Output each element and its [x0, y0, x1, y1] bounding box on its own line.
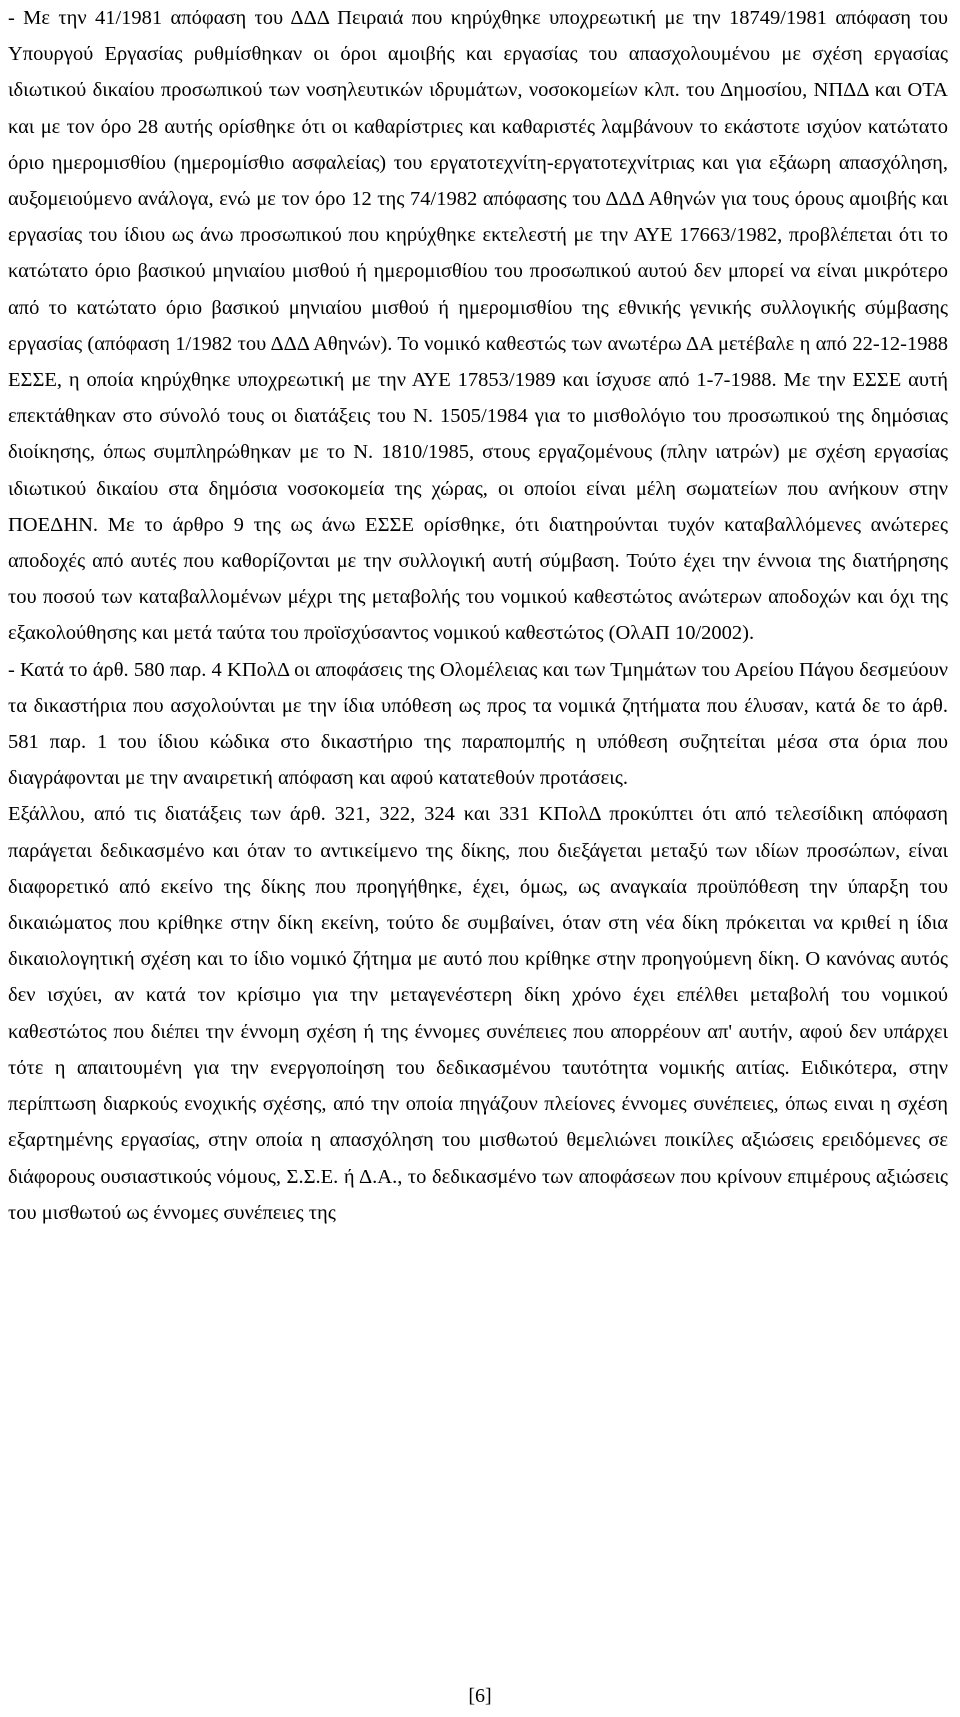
paragraph-3: Εξάλλου, από τις διατάξεις των άρθ. 321, 322, 324 και 331 ΚΠολΔ προκύπτει ότι από τελεσίδικη απόφαση παράγεται δεδικασμένο και όταν το αντικείμενο της δίκης, που διεξάγεται μεταξύ των ιδίων προσώπων, είναι διαφορετικό από εκείνο της δίκης που προηγήθηκε, έχει, όμως, ως αναγκαία προϋπόθεση την ύπαρξη του δικαιώματος που κρίθηκε στην δίκη εκείνη, τούτο δε συμβαίνει, όταν στη νέα δίκη πρόκειται να κριθεί η ίδια δικαιολογητική σχέση και το ίδιο νομικό ζήτημα με αυτό που κρίθηκε στην προηγούμενη δίκη. Ο κανόνας αυτός δεν ισχύει, αν κατά τον κρίσιμο για την μεταγενέστερη δίκη χρόνο έχει επέλθει μεταβολή του νομικού καθεστώτος που διέπει την έννομη σχέση ή της έννομες συνέπειες που απορρέουν απ' αυτήν, αφού δεν υπάρχει τότε η απαιτουμένη για την ενεργοποίηση του δεδικασμένου ταυτότητα νομικής αιτίας. Ειδικότερα, στην περίπτωση διαρκούς ενοχικής σχέσης, από την οποία πηγάζουν πλείονες έννομες συνέπειες, όπως ειναι η σχέση εξαρτημένης εργασίας, στην οποία η απασχόληση του μισθωτού θεμελιώνει ποικίλες αξιώσεις ερειδόμενες σε διάφορους ουσιαστικούς νόμους, Σ.Σ.Ε. ή Δ.Α., το δεδικασμένο των αποφάσεων που κρίνουν επιμέρους αξιώσεις του μισθωτού ως έννομες συνέπειες της: [8, 803, 948, 1224]
document-body: [8, 0, 948, 1231]
paragraph-2: - Κατά το άρθ. 580 παρ. 4 ΚΠολΔ οι αποφάσεις της Ολομέλειας και των Τμημάτων του Αρείου Πάγου δεσμεύουν τα δικαστήρια που ασχολούνται με την ίδια υπόθεση ως προς τα νομικά ζητήματα που έλυσαν, κατά δε το άρθ. 581 παρ. 1 του ίδιου κώδικα στο δικαστήριο της παραπομπής η υπόθεση συζητείται μέσα στα όρια που διαγράφονται με την αναιρετική απόφαση και αφού κατατεθούν προτάσεις.: [8, 658, 948, 790]
page-number: [6]: [468, 1685, 492, 1707]
paragraph-1: - Με την 41/1981 απόφαση του ΔΔΔ Πειραιά που κηρύχθηκε υποχρεωτική με την 18749/1981 απόφαση του Υπουργού Εργασίας ρυθμίσθηκαν οι όροι αμοιβής και εργασίας του απασχολουμένου με σχέση εργασίας ιδιωτικού δικαίου προσωπικού των νοσηλευτικών ιδρυμάτων, νοσοκομείων κλπ. του Δημοσίου, ΝΠΔΔ και ΟΤΑ και με τον όρο 28 αυτής ορίσθηκε ότι οι καθαρίστριες και καθαριστές λαμβάνουν το εκάστοτε ισχύον κατώτατο όριο ημερομισθίου (ημερομίσθιο ασφαλείας) του εργατοτεχνίτη-εργατοτεχνίτριας και για εξάωρη απασχόληση, αυξομειούμενο ανάλογα, ενώ με τον όρο 12 της 74/1982 απόφασης του ΔΔΔ Αθηνών για τους όρους αμοιβής και εργασίας του ίδιου ως άνω προσωπικού που κηρύχθηκε εκτελεστή με την ΑΥΕ 17663/1982, προβλέπεται ότι το κατώτατο όριο βασικού μηνιαίου μισθού ή ημερομισθίου του προσωπικού αυτού δεν μπορεί να είναι μικρότερο από το κατώτατο όριο βασικού μηνιαίου μισθού ή ημερομισθίου της εθνικής γενικής συλλογικής σύμβασης εργασίας (απόφαση 1/1982 του ΔΔΔ Αθηνών). Το νομικό καθεστώς των ανωτέρω ΔΑ μετέβαλε η από 22-12-1988 ΕΣΣΕ, η οποία κηρύχθηκε υποχρεωτική με την ΑΥΕ 17853/1989 και ίσχυσε από 1-7-1988. Με την ΕΣΣΕ αυτή επεκτάθηκαν στο σύνολό τους οι διατάξεις του Ν. 1505/1984 για το μισθολόγιο του προσωπικού της δημόσιας διοίκησης, όπως συμπληρώθηκαν με το Ν. 1810/1985, στους εργαζομένους (πλην ιατρών) με σχέση εργασίας ιδιωτικού δικαίου στα δημόσια νοσοκομεία της χώρας, οι οποίοι είναι μέλη σωματείων που ανήκουν στην ΠΟΕΔΗΝ. Με το άρθρο 9 της ως άνω ΕΣΣΕ ορίσθηκε, ότι διατηρούνται τυχόν καταβαλλόμενες ανώτερες αποδοχές από αυτές που καθορίζονται με την συλλογική αυτή σύμβαση. Τούτο έχει την έννοια της διατήρησης του ποσού των καταβαλλομένων μέχρι της μεταβολής του νομικού καθεστώτος ανώτερων αποδοχών και όχι της εξακολούθησης και μετά ταύτα του προϊσχύσαντος νομικού καθεστώτος (ΟλΑΠ 10/2002).: [8, 7, 948, 645]
